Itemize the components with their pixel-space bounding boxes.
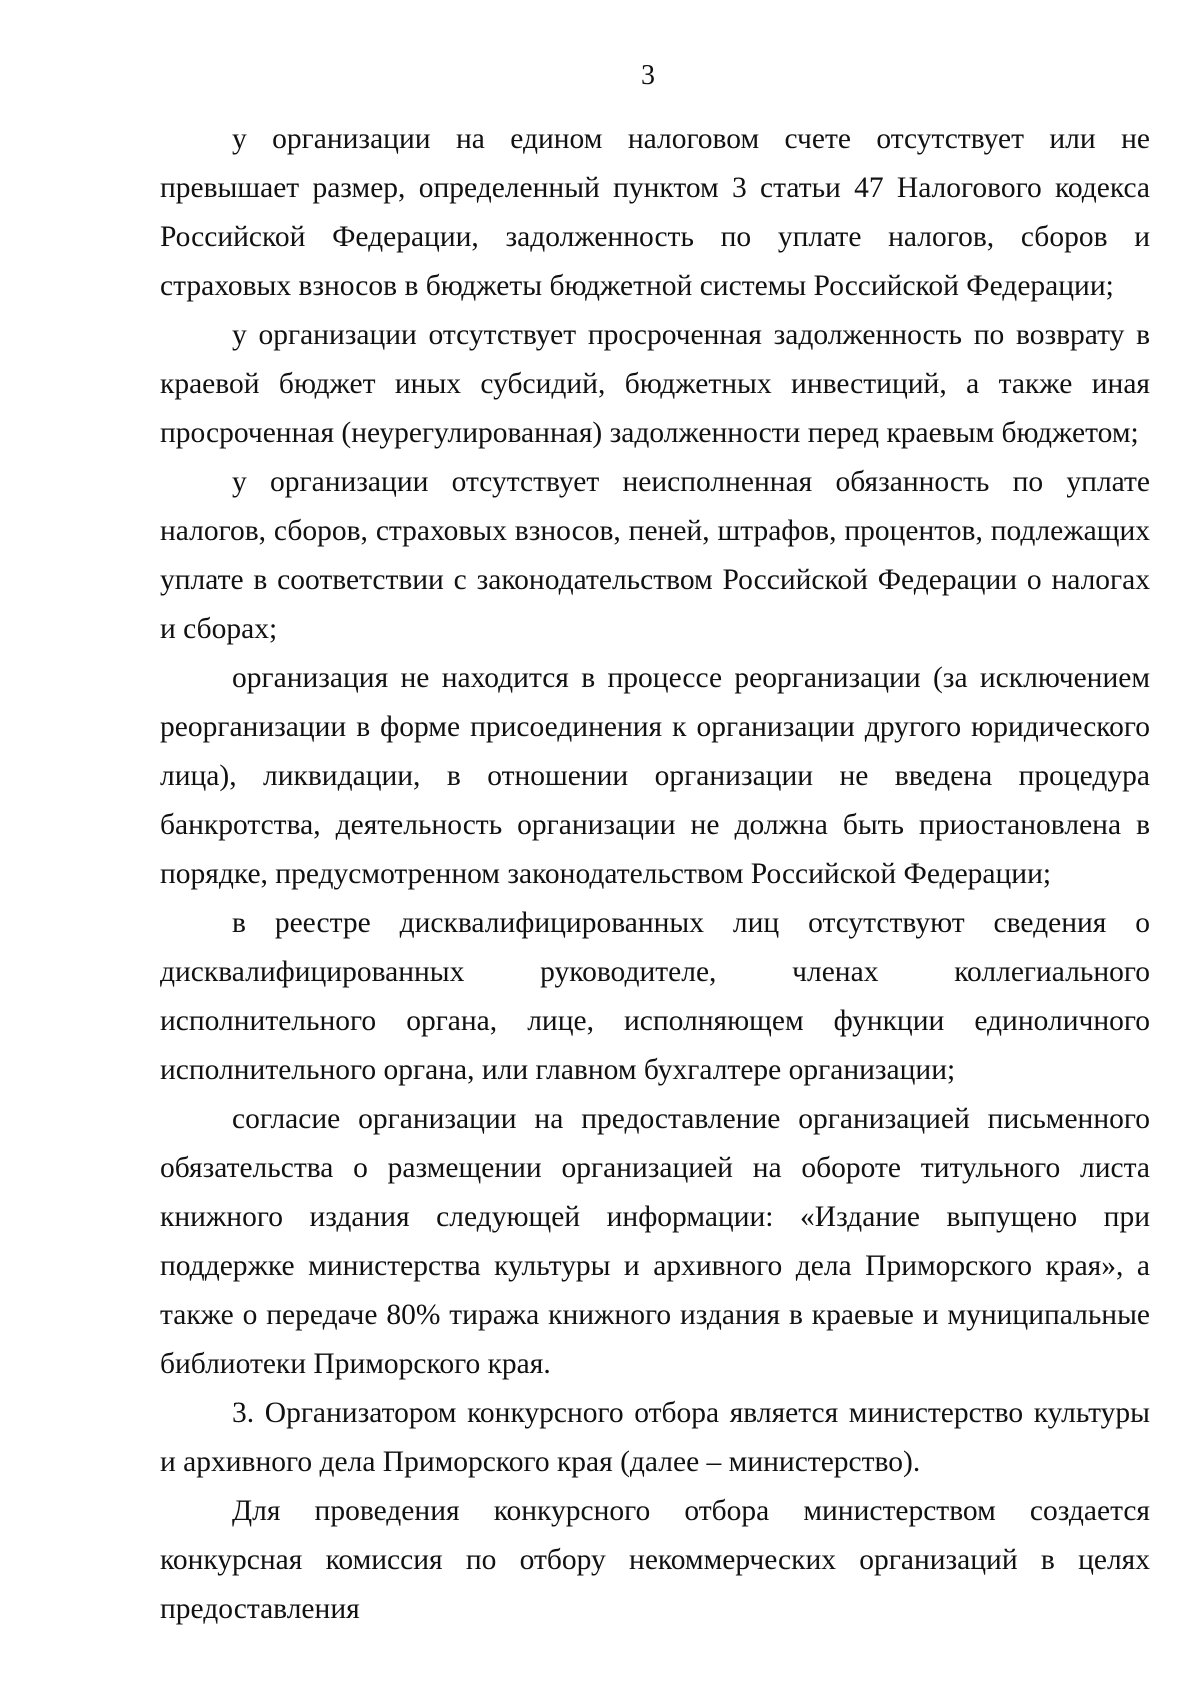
paragraph-tax-debt: у организации на едином налоговом счете отсутствует или не превышает размер, определенный пунктом 3 статьи 47 Налогового кодекса Российской Федерации, задолженность по уплате налогов, сборов и страховых взносов в бюджеты бюджетной системы Российской Федерации; (160, 123, 1150, 302)
document-body (160, 115, 1150, 1634)
paragraph-publication-consent: согласие организации на предоставление организацией письменного обязательства о размещении организацией на обороте титульного листа книжного издания следующей информации: «Издание выпущено при поддержке министерства культуры и архивного дела Приморского края», а также о передаче 80% тиража книжного издания в краевые и муниципальные библиотеки Приморского края. (160, 1103, 1150, 1380)
paragraph-organizer: 3. Организатором конкурсного отбора является министерство культуры и архивного дела Приморского края (далее – министерство). (160, 1397, 1150, 1478)
paragraph-commission: Для проведения конкурсного отбора министерством создается конкурсная комиссия по отбору некоммерческих организаций в целях предоставления (160, 1495, 1150, 1625)
paragraph-disqualified-persons: в реестре дисквалифицированных лиц отсутствуют сведения о дисквалифицированных руководителе, членах коллегиального исполнительного органа, лице, исполняющем функции единоличного исполнительного органа, или главном бухгалтере организации; (160, 907, 1150, 1086)
paragraph-reorganization: организация не находится в процессе реорганизации (за исключением реорганизации в форме присоединения к организации другого юридического лица), ликвидации, в отношении организации не введена процедура банкротства, деятельность организации не должна быть приостановлена в порядке, предусмотренном законодательством Российской Федерации; (160, 662, 1150, 890)
paragraph-unfulfilled-obligation: у организации отсутствует неисполненная обязанность по уплате налогов, сборов, страховых взносов, пеней, штрафов, процентов, подлежащих уплате в соответствии с законодательством Российской Федерации о налогах и сборах; (160, 466, 1150, 645)
paragraph-overdue-debt: у организации отсутствует просроченная задолженность по возврату в краевой бюджет иных субсидий, бюджетных инвестиций, а также иная просроченная (неурегулированная) задолженности перед краевым бюджетом; (160, 319, 1150, 449)
page-number: 3 (641, 60, 655, 91)
